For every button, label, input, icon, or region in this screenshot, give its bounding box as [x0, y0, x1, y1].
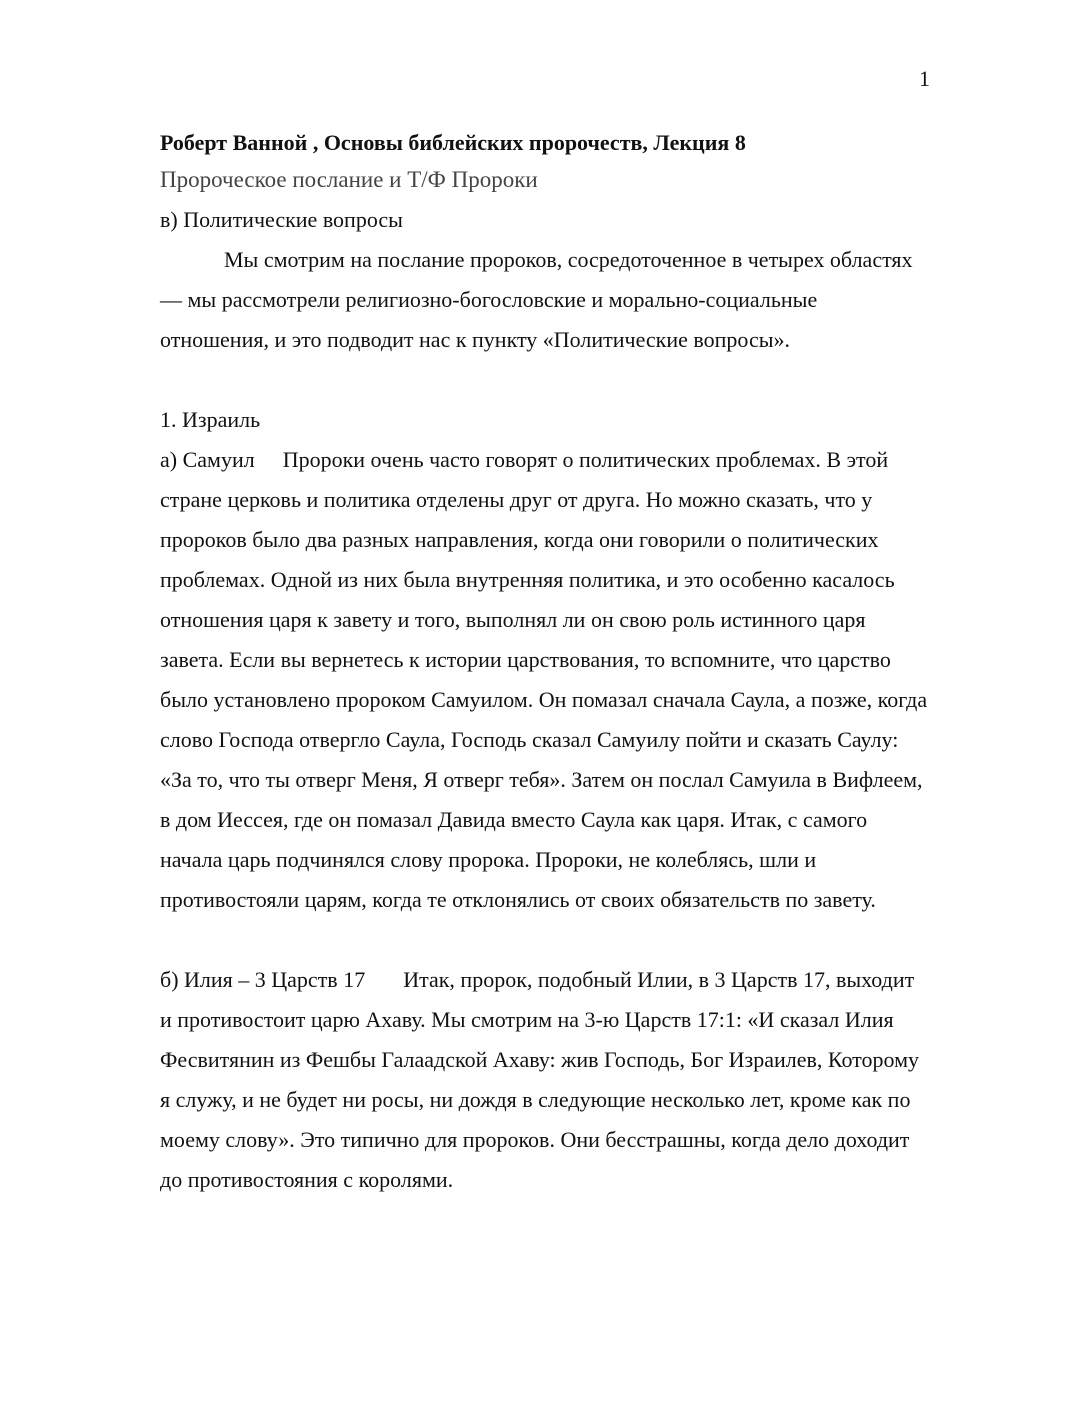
section-heading: в) Политические вопросы: [160, 207, 403, 232]
document-title: Роберт Ванной , Основы библейских пророчеств, Лекция 8: [160, 130, 746, 155]
subsection-heading-israel: 1. Израиль: [160, 407, 261, 432]
elijah-text: Итак, пророк, подобный Илии, в 3 Царств 17, выходит и противостоит царю Ахаву. Мы смотрим на 3-ю Царств 17:1: «И сказал Илия Фесвитянин из Фешбы Галаадской Ахаву: жив Господь, Бог Израилев, Которому я служу, и не будет ни росы, ни дождя в следующие несколько лет, кроме как по моему слову». Это типично для пророков. Они бесстрашны, когда дело доходит до противостояния с королями.: [160, 967, 920, 1192]
document-subtitle: Пророческое послание и Т/Ф Пророки: [160, 167, 538, 192]
page-number: 1: [919, 66, 930, 91]
elijah-label: б) Илия – 3 Царств 17: [160, 967, 366, 992]
samuel-text: Пророки очень часто говорят о политических проблемах. В этой стране церковь и политика отделены друг от друга. Но можно сказать, что у пророков было два разных направления, когда они говорили о политических проблемах. Одной из них была внутренняя политика, и это особенно касалось отношения царя к завету и того, выполнял ли он свою роль истинного царя завета. Если вы вернетесь к истории царствования, то вспомните, что царство было установлено пророком Самуилом. Он помазал сначала Саула, а позже, когда слово Господа отвергло Саула, Господь сказал Самуилу пойти и сказать Саулу: «За то, что ты отверг Меня, Я отверг тебя». Затем он послал Самуила в Вифлеем, в дом Иессея, где он помазал Давида вместо Саула как царя. Итак, с самого начала царь подчинялся слову пророка. Пророки, не колеблясь, шли и противостояли царям, когда те отклонялись от своих обязательств по завету.: [160, 447, 928, 912]
elijah-paragraph: [160, 960, 930, 1200]
samuel-paragraph: [160, 440, 930, 920]
document-body: [160, 126, 930, 1200]
samuel-label: а) Самуил: [160, 447, 255, 472]
intro-paragraph: Мы смотрим на послание пророков, сосредоточенное в четырех областях — мы рассмотрели религиозно-богословские и морально-социальные отношения, и это подводит нас к пункту «Политические вопросы».: [160, 247, 913, 352]
